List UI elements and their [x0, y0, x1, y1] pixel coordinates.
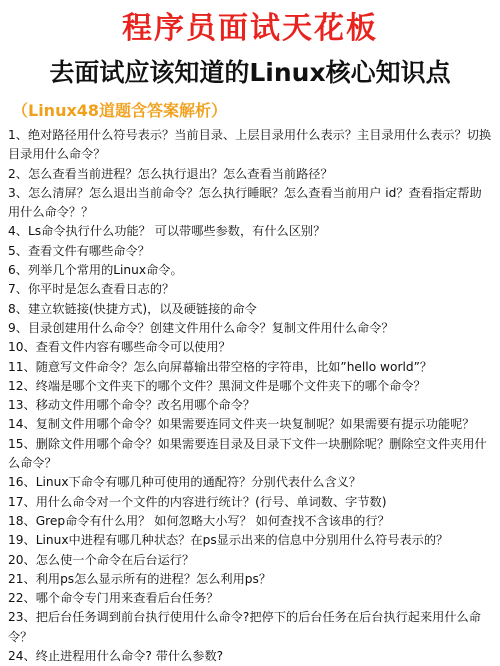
- list-item: 15、删除文件用哪个命令？如果需要连目录及目录下文件一块删除呢？删除空文件夹用什么命令？: [8, 436, 487, 471]
- list-item: 3、怎么清屏？怎么退出当前命令？怎么执行睡眠？怎么查看当前用户 id？查看指定帮助用什么命令？？: [8, 185, 482, 220]
- list-item: 17、用什么命令对一个文件的内容进行统计？(行号、单词数、字节数): [8, 494, 387, 509]
- list-item: 12、终端是哪个文件夹下的哪个文件？黑洞文件是哪个文件夹下的哪个命令？: [8, 378, 426, 393]
- page-subtitle: 去面试应该知道的Linux核心知识点: [49, 58, 451, 87]
- list-item: 22、哪个命令专门用来查看后台任务？: [8, 591, 219, 606]
- list-item: 18、Grep命令有什么用？ 如何忽略大小写？ 如何查找不含该串的行？: [8, 513, 390, 528]
- list-item: 4、Ls命令执行什么功能？ 可以带哪些参数，有什么区别？: [8, 224, 326, 239]
- list-item: 16、Linux下命令有哪几种可使用的通配符？分别代表什么含义？: [8, 475, 362, 490]
- list-item: 2、怎么查看当前进程？怎么执行退出？怎么查看当前路径？: [8, 166, 333, 181]
- page-title: 程序员面试天花板: [122, 11, 378, 46]
- list-item: 11、随意写文件命令？怎么向屏幕输出带空格的字符串，比如”hello world”？: [8, 359, 433, 374]
- list-item: 1、绝对路径用什么符号表示？当前目录、上层目录用什么表示？主目录用什么表示？切换目录用什么命令？: [8, 128, 492, 162]
- list-item: 24、终止进程用什么命令? 带什么参数?: [8, 649, 224, 664]
- list-item: 5、查看文件有哪些命令？: [8, 243, 150, 258]
- list-item: 9、目录创建用什么命令？创建文件用什么命令？复制文件用什么命令？: [8, 320, 394, 335]
- list-item: 20、怎么使一个命令在后台运行？: [8, 552, 195, 567]
- list-item: 21、利用ps怎么显示所有的进程？怎么利用ps？: [8, 571, 272, 586]
- question-count-tag: （Linux48道题含答案解析）: [12, 101, 228, 120]
- list-item: 10、查看文件内容有哪些命令可以使用？: [8, 340, 231, 355]
- list-item: 13、移动文件用哪个命令？改名用哪个命令？: [8, 398, 256, 413]
- list-item: 14、复制文件用哪个命令？如果需要连同文件夹一块复制呢？如果需要有提示功能呢？: [8, 417, 475, 432]
- list-item: 19、Linux中进程有哪几种状态？在ps显示出来的信息中分别用什么符号表示的？: [8, 533, 449, 548]
- question-list: [8, 126, 492, 666]
- list-item: 8、建立软链接(快捷方式)，以及硬链接的命令: [8, 301, 257, 316]
- list-item: 7、你平时是怎么查看日志的？: [8, 282, 175, 297]
- list-item: 6、列举几个常用的Linux命令。: [8, 263, 183, 278]
- list-item: 23、把后台任务调到前台执行使用什么命令?把停下的后台任务在后台执行起来用什么命令？: [8, 610, 481, 644]
